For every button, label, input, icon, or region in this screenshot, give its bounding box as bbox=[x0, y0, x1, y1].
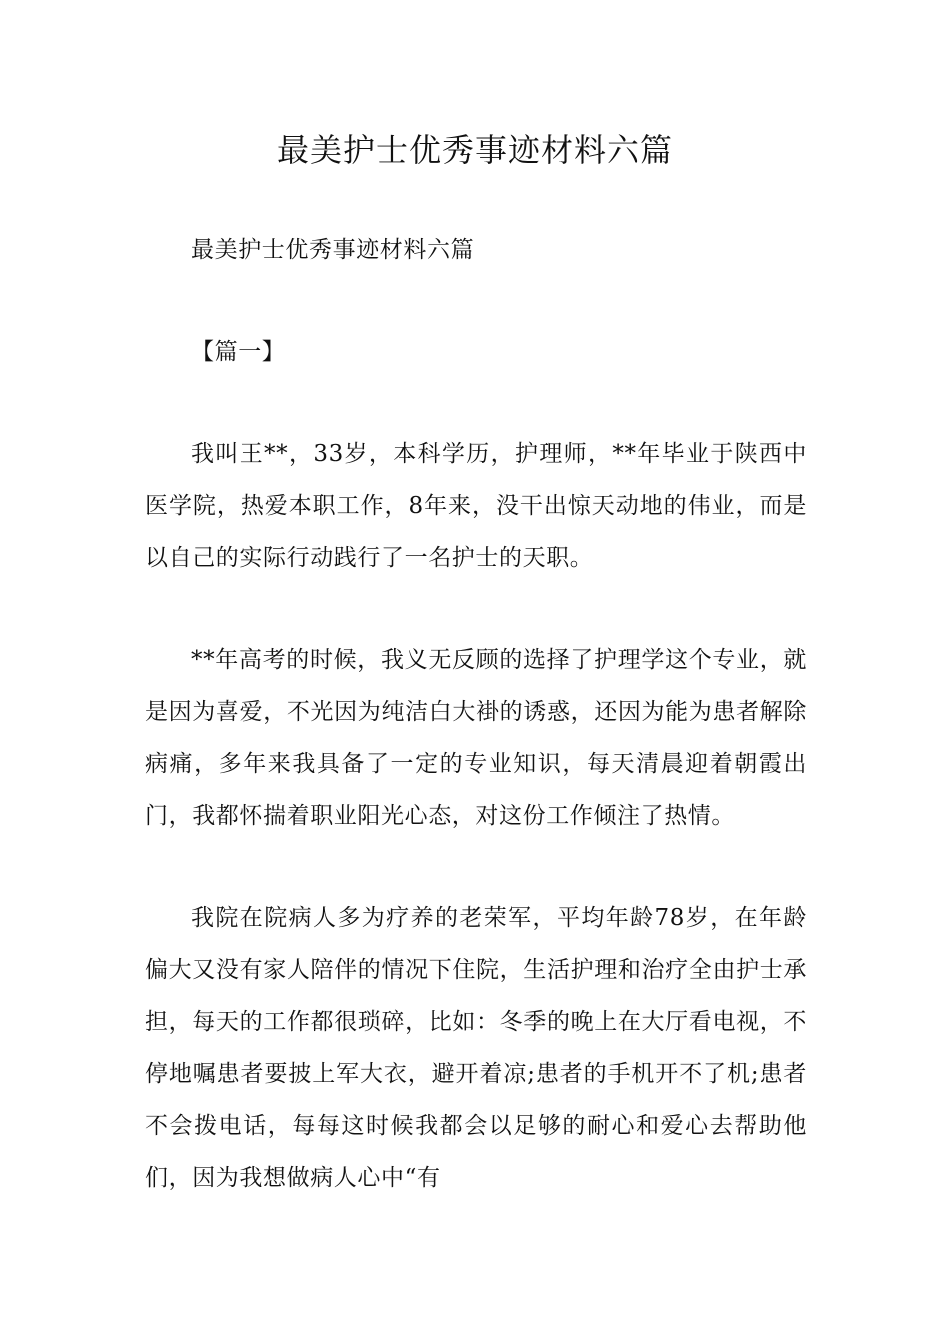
document-body bbox=[145, 224, 807, 1254]
document-title: 最美护士优秀事迹材料六篇 bbox=[276, 131, 673, 169]
paragraph: **年高考的时候，我义无反顾的选择了护理学这个专业，就是因为喜爱，不光因为纯洁白大褂的诱惑，还因为能为患者解除病痛，多年来我具备了一定的专业知识，每天清晨迎着朝霞出门，我都怀揣着职业阳光心态，对这份工作倾注了热情。 bbox=[145, 647, 807, 829]
paragraph: 【篇一】 bbox=[191, 339, 286, 365]
paragraph: 我叫王**，33岁，本科学历，护理师，**年毕业于陕西中医学院，热爱本职工作，8年来，没干出惊天动地的伟业，而是以自己的实际行动践行了一名护士的天职。 bbox=[145, 441, 807, 571]
paragraph: 最美护士优秀事迹材料六篇 bbox=[191, 237, 475, 263]
paragraph: 我院在院病人多为疗养的老荣军，平均年龄78岁，在年龄偏大又没有家人陪伴的情况下住院，生活护理和治疗全由护士承担，每天的工作都很琐碎，比如：冬季的晚上在大厅看电视，不停地嘱患者要披上军大衣，避开着凉;患者的手机开不了机;患者不会拨电话，每每这时候我都会以足够的耐心和爱心去帮助他们，因为我想做病人心中“有 bbox=[145, 905, 807, 1191]
